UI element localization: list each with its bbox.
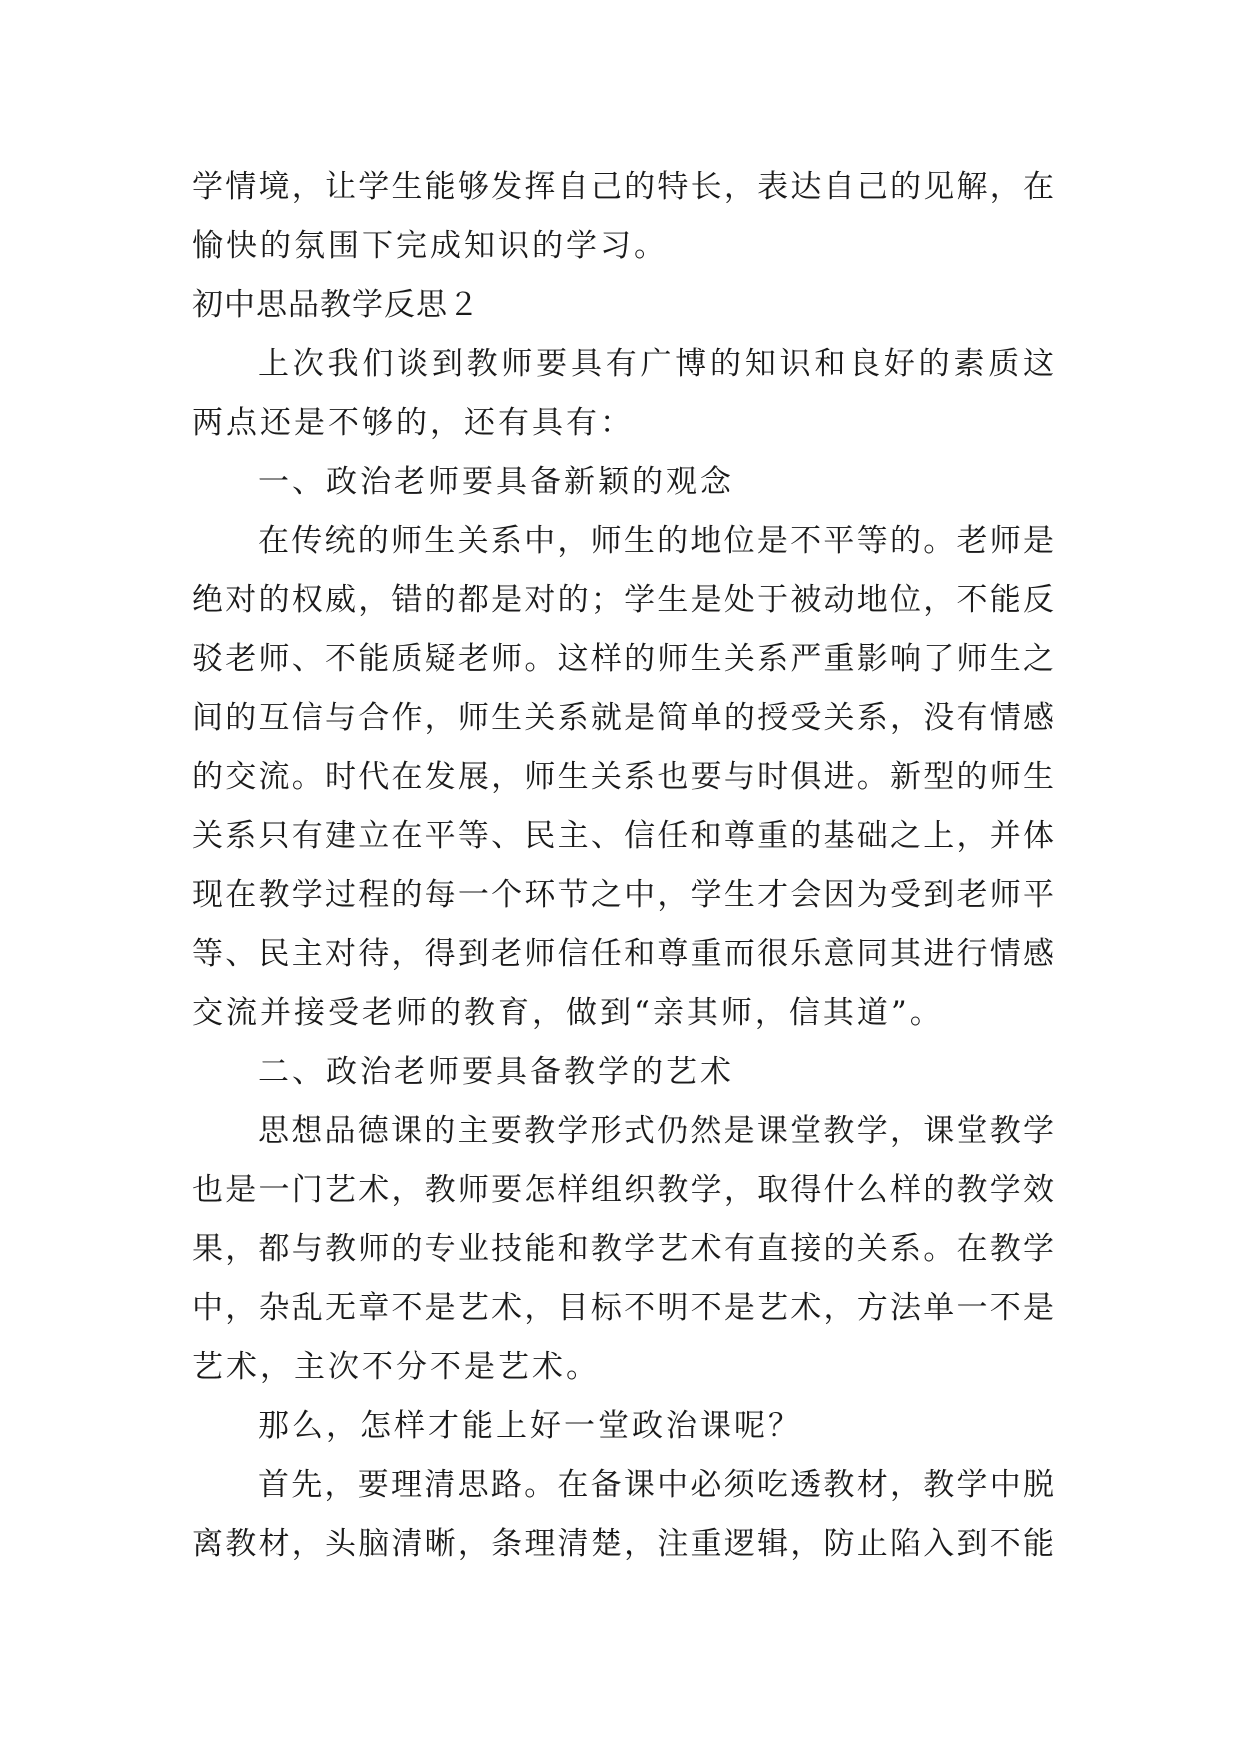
text-line: 艺术，主次不分不是艺术。 — [192, 1349, 600, 1385]
section-title: 初中思品教学反思２ — [192, 287, 480, 323]
text-line: 果，都与教师的专业技能和教学艺术有直接的关系。在教学 — [192, 1231, 1054, 1267]
text-line: 二、政治老师要具备教学的艺术 — [258, 1054, 734, 1090]
text-line: 两点还是不够的，还有具有： — [192, 405, 634, 441]
text-line: 交流并接受老师的教育，做到“亲其师，信其道”。 — [192, 995, 944, 1031]
text-line: 等、民主对待，得到老师信任和尊重而很乐意同其进行情感 — [192, 936, 1054, 972]
text-line: 中，杂乱无章不是艺术，目标不明不是艺术，方法单一不是 — [192, 1290, 1054, 1326]
text-line: 在传统的师生关系中，师生的地位是不平等的。老师是 — [258, 523, 1054, 559]
text-line: 间的互信与合作，师生关系就是简单的授受关系，没有情感 — [192, 700, 1054, 736]
text-line: 那么，怎样才能上好一堂政治课呢？ — [258, 1408, 802, 1444]
text-line: 思想品德课的主要教学形式仍然是课堂教学，课堂教学 — [258, 1113, 1054, 1149]
document-body — [192, 158, 1054, 1574]
text-line: 的交流。时代在发展，师生关系也要与时俱进。新型的师生 — [192, 759, 1054, 795]
text-line: 愉快的氛围下完成知识的学习。 — [192, 228, 668, 264]
text-line: 现在教学过程的每一个环节之中，学生才会因为受到老师平 — [192, 877, 1054, 913]
text-line: 首先，要理清思路。在备课中必须吃透教材，教学中脱 — [258, 1467, 1054, 1503]
text-line: 驳老师、不能质疑老师。这样的师生关系严重影响了师生之 — [192, 641, 1054, 677]
text-line: 一、政治老师要具备新颖的观念 — [258, 464, 734, 500]
text-line: 学情境，让学生能够发挥自己的特长，表达自己的见解，在 — [192, 169, 1054, 205]
text-line: 绝对的权威，错的都是对的；学生是处于被动地位，不能反 — [192, 582, 1054, 618]
text-line: 也是一门艺术，教师要怎样组织教学，取得什么样的教学效 — [192, 1172, 1054, 1208]
text-line: 上次我们谈到教师要具有广博的知识和良好的素质这 — [258, 346, 1054, 382]
text-line: 关系只有建立在平等、民主、信任和尊重的基础之上，并体 — [192, 818, 1054, 854]
text-line: 离教材，头脑清晰，条理清楚，注重逻辑，防止陷入到不能 — [192, 1526, 1054, 1562]
